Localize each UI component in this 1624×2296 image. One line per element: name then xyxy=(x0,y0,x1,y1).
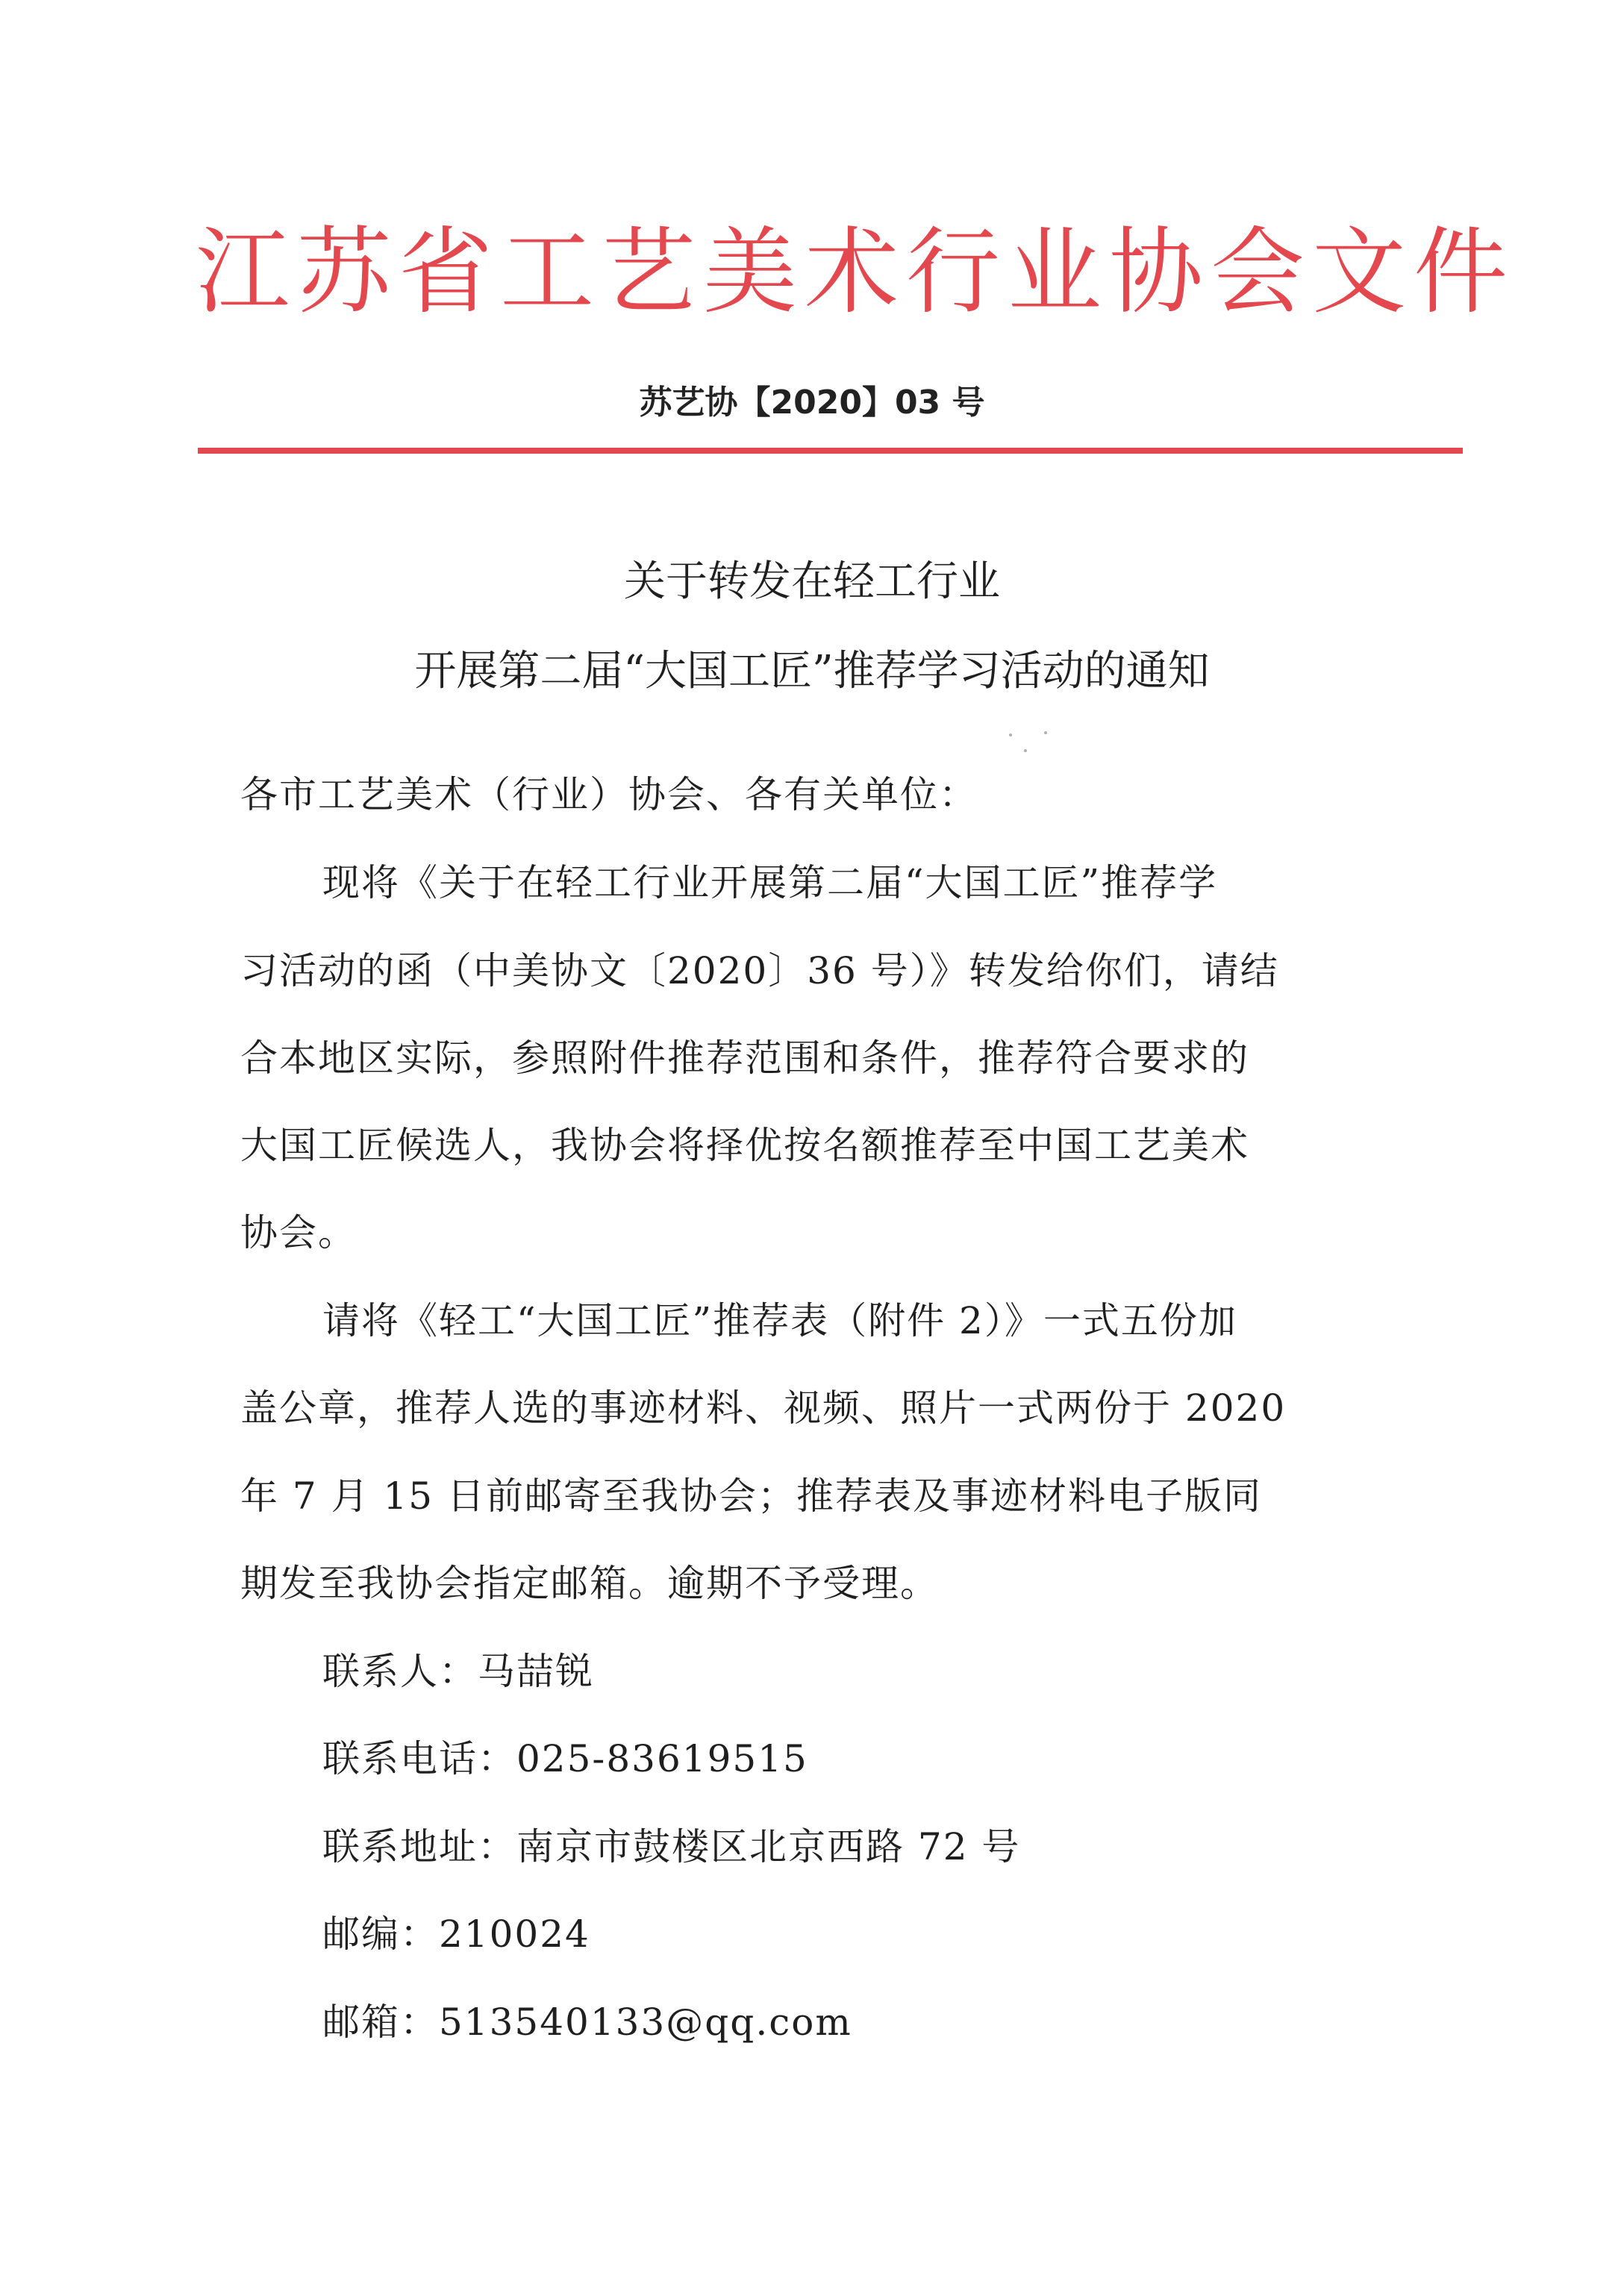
paragraph-1-line-2: 习活动的函（中美协文〔2020〕36 号）》转发给你们，请结 xyxy=(240,949,1279,992)
paragraph-1-line-3: 合本地区实际，参照附件推荐范围和条件，推荐符合要求的 xyxy=(240,1036,1249,1080)
contact-address: 联系地址：南京市鼓楼区北京西路 72 号 xyxy=(322,1825,1021,1868)
scan-speck xyxy=(1044,731,1047,734)
paragraph-2-line-3: 年 7 月 15 日前邮寄至我协会；推荐表及事迹材料电子版同 xyxy=(240,1474,1263,1518)
contact-person: 联系人：马喆锐 xyxy=(322,1650,594,1693)
scan-speck xyxy=(1009,733,1012,736)
document-number: 苏艺协【2020】03 号 xyxy=(639,384,985,422)
paragraph-1-line-4: 大国工匠候选人，我协会将择优按名额推荐至中国工艺美术 xyxy=(240,1124,1249,1167)
salutation: 各市工艺美术（行业）协会、各有关单位： xyxy=(240,773,978,816)
paragraph-1-line-5: 协会。 xyxy=(240,1211,357,1254)
paragraph-1-line-1: 现将《关于在轻工行业开展第二届“大国工匠”推荐学 xyxy=(322,861,1218,904)
notice-title-line-1: 关于转发在轻工行业 xyxy=(624,557,1000,606)
paragraph-2-line-2: 盖公章，推荐人选的事迹材料、视频、照片一式两份于 2020 xyxy=(240,1386,1287,1430)
header-divider xyxy=(198,448,1463,454)
scan-speck xyxy=(1024,749,1027,752)
notice-title-line-2: 开展第二届“大国工匠”推荐学习活动的通知 xyxy=(414,647,1210,695)
paragraph-2-line-4: 期发至我协会指定邮箱。逾期不予受理。 xyxy=(240,1562,939,1605)
organization-header: 江苏省工艺美术行业协会文件 xyxy=(196,217,1515,327)
contact-phone: 联系电话：025-83619515 xyxy=(322,1737,808,1780)
contact-postcode: 邮编：210024 xyxy=(322,1912,590,1956)
paragraph-2-line-1: 请将《轻工“大国工匠”推荐表（附件 2）》一式五份加 xyxy=(322,1299,1237,1342)
contact-email: 邮箱：513540133@qq.com xyxy=(322,2001,852,2044)
